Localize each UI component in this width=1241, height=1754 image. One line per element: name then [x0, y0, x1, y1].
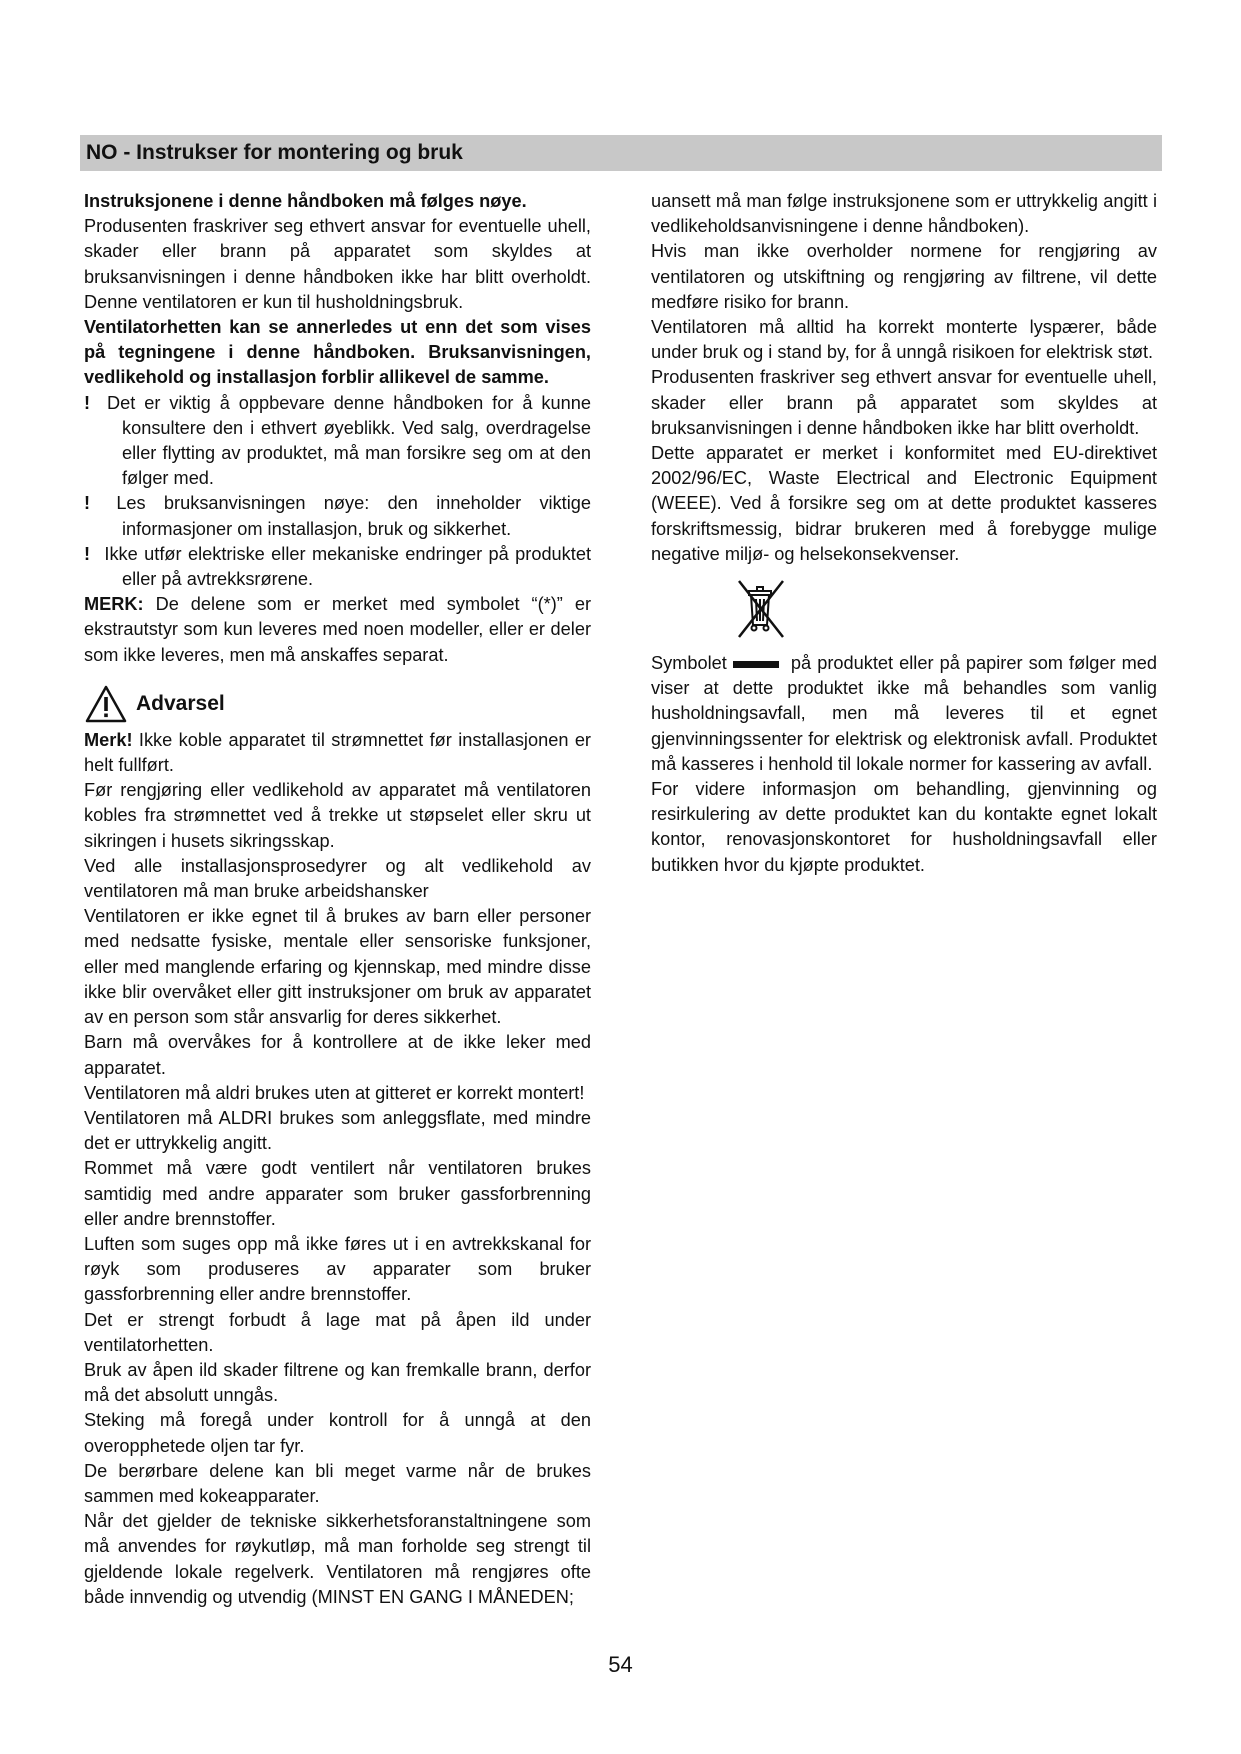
merk-label: MERK: [84, 594, 144, 615]
note-text-2: Les bruksanvisningen nøye: den inneholder viktige informasjoner om installasjon, bruk og sikkerhet. [116, 493, 592, 539]
exclamation-mark: ! [84, 392, 91, 413]
warning-paragraph: De berørbare delene kan bli meget varme når de brukes sammen med kokeapparater. [84, 1460, 591, 1506]
exclamation-mark: ! [84, 493, 91, 514]
note-item-1 [84, 391, 591, 492]
intro-bold: Instruksjonene i denne håndboken må følges nøye. [84, 191, 527, 211]
note-text-3: Ikke utfør elektriske eller mekaniske endringer på produktet eller på avtrekksrørene. [104, 543, 591, 590]
note-item-2 [84, 491, 591, 541]
right-paragraph: Produsenten fraskriver seg ethvert ansvar for eventuelle uhell, skader eller brann på apparatet som skyldes at bruksanvisningen i denne håndboken ikke har blitt overholdt. [651, 367, 1157, 438]
exclamation-mark: ! [84, 543, 91, 564]
intro-text: Produsenten fraskriver seg ethvert ansvar for eventuelle uhell, skader eller brann på apparatet som skyldes at bruksanvisningen i denne håndboken ikke har blitt overholdt. Denne ventilatoren er kun til husholdningsbruk. [84, 216, 591, 312]
final-paragraph: For videre informasjon om behandling, gjenvinning og resirkulering av dette produktet kan du kontakte egnet lokalt kontor, renovasjonskontoret for husholdningsavfall eller butikken hvor du kjøpte produktet. [651, 779, 1157, 875]
hood-note: Ventilatorhetten kan se annerledes ut enn det som vises på tegningene i denne håndboken. Bruksanvisningen, vedlikehold og installasjon forblir allikevel de samme. [84, 317, 591, 388]
warning-paragraph: Når det gjelder de tekniske sikkerhetsforanstaltningene som må anvendes for røykutløp, må man forholde seg strengt til gjeldende lokale regelverk. Ventilatoren må rengjøres ofte både innvendig og utvendig (MINST EN GANG I MÅNEDEN; [84, 1511, 591, 1607]
page-number: 54 [608, 1652, 633, 1677]
warning-paragraph: Ventilatoren må aldri brukes uten at gitteret er korrekt montert! [84, 1082, 585, 1103]
warning-heading [84, 682, 591, 726]
warning-paragraph: Steking må foregå under kontroll for å unngå at den overopphetede oljen tar fyr. [84, 1410, 591, 1456]
section-title: NO - Instrukser for montering og bruk [86, 141, 463, 164]
warning-paragraph: Før rengjøring eller vedlikehold av apparatet må ventilatoren kobles fra strømnettet ved å trekke ut støpselet eller skru ut sikringen i husets sikringsskap. [84, 780, 591, 851]
warning-paragraph: Det er strengt forbudt å lage mat på åpen ild under ventilatorhetten. [84, 1309, 591, 1355]
warning-paragraph: Barn må overvåkes for å kontrollere at de ikke leker med apparatet. [84, 1032, 591, 1078]
warning-merk [84, 728, 591, 778]
symbol-paragraph [651, 651, 1157, 777]
warning-triangle-icon [84, 684, 128, 724]
warning-paragraph: Ved alle installasjonsprosedyrer og alt vedlikehold av ventilatoren må man bruke arbeidshansker [84, 855, 591, 902]
symbol-text-before: Symbolet [651, 653, 727, 674]
right-column [651, 189, 1157, 878]
note-item-3 [84, 542, 591, 592]
warning-paragraph: Ventilatoren er ikke egnet til å brukes av barn eller personer med nedsatte fysiske, mentale eller sensoriske funksjoner, eller med manglende erfaring og kjennskap, med mindre disse ikke blir overvåket eller gitt instruksjoner om bruk av apparatet av en person som står ansvarlig for deres sikkerhet. [84, 906, 591, 1028]
section-header-bar [80, 135, 1162, 171]
symbol-text-after: på produktet eller på papirer som følger med viser at dette produktet ikke må behandles som vanlig husholdningsavfall, men må leveres til et egnet gjenvinningssenter for elektrisk og elektronisk avfall. Produktet må kasseres i henhold til lokale normer for kassering av avfall. [651, 653, 1157, 774]
right-paragraph: Dette apparatet er merket i konformitet med EU-direktivet 2002/96/EC, Waste Electrical and Electronic Equipment (WEEE). Ved å forsikre seg om at dette produktet kasseres forskriftsmessig, bidrar brukeren med å forebygge mulige negative miljø- og helsekonsekvenser. [651, 443, 1157, 564]
crossed-bin-icon [731, 577, 791, 641]
warning-merk-text: Ikke koble apparatet til strømnettet før installasjonen er helt fullført. [84, 729, 591, 776]
warning-paragraph: Ventilatoren må ALDRI brukes som anleggsflate, med mindre det er uttrykkelig angitt. [84, 1107, 591, 1154]
warning-merk-label: Merk! [84, 729, 133, 750]
warning-title: Advarsel [136, 692, 225, 716]
right-paragraph: Hvis man ikke overholder normene for rengjøring av ventilatoren og utskiftning og rengjøring av filtrene, vil dette medføre risiko for brann. [651, 241, 1157, 312]
warning-paragraph: Luften som suges opp må ikke føres ut i en avtrekkskanal for røyk som produseres av apparater som bruker gassforbrenning eller andre brennstoffer. [84, 1233, 591, 1305]
weee-symbol [731, 577, 1157, 641]
right-paragraph: uansett må man følge instruksjonene som er uttrykkelig angitt i vedlikeholdsanvisningene i denne håndboken). [651, 191, 1157, 237]
left-column [84, 189, 591, 1610]
merk-text: De delene som er merket med symbolet “(*)” er ekstrautstyr som kun leveres med noen modeller, eller er deler som ikke leveres, men må anskaffes separat. [84, 594, 591, 665]
merk-paragraph [84, 592, 591, 668]
warning-paragraph: Bruk av åpen ild skader filtrene og kan fremkalle brann, derfor må det absolutt unngås. [84, 1359, 591, 1406]
warning-paragraph: Rommet må være godt ventilert når ventilatoren brukes samtidig med andre apparater som bruker gassforbrenning eller andre brennstoffer. [84, 1158, 591, 1229]
right-paragraph: Ventilatoren må alltid ha korrekt monterte lyspærer, både under bruk og i stand by, for å unngå risikoen for elektrisk støt. [651, 317, 1157, 363]
weee-bar-icon [733, 661, 779, 668]
note-text-1: Det er viktig å oppbevare denne håndboken for å kunne konsultere den i ethvert øyeblikk. Ved salg, overdragelse eller flytting av produktet, må man forsikre seg om at den følger med. [106, 392, 591, 489]
